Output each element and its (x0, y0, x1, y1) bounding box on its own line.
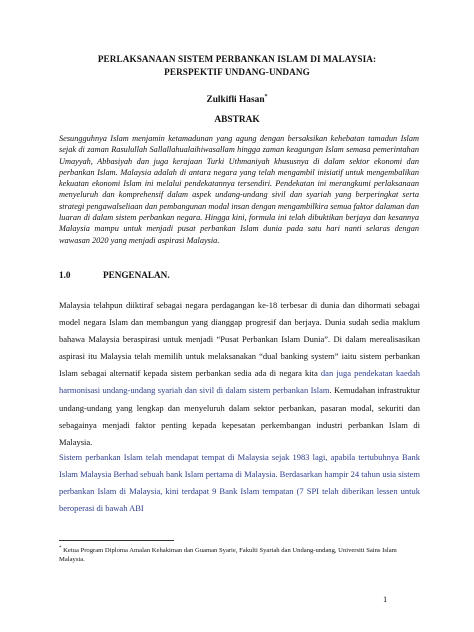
abstract-text: Sesungguhnya Islam menjamin ketamadunan yang agung dengan bersaksikan kehebatan tamadun Islam sejak di zaman Rasulullah Sallallahualaihiwasallam hingga zaman keagungan Islam semasa pemerintahan Umayyah, Abbasiyah dan juga kerajaan Turki Uthmaniyah khususnya di dalam sektor ekonomi dan perbankan Islam. Malaysia adalah di antara negara yang telah mengambil inisiatif untuk mengembalikan kekuatan ekonomi Islam ini melalui pendekatannya tersendiri. Pendekatan ini merangkumi perlaksanaan menyeluruh dan komprehensif dalam aspek undang-undang sivil dan syariah yang berperingkat serta strategi pengawalseliaan dan pembangunan modal insan dengan mengambilkira semua faktor dalaman dan luaran di dalam sistem perbankan negara. Hingga kini, formula ini telah dibuktikan berjaya dan kesannya Malaysia mampu untuk menjadi pusat perbankan Islam dunia pada satu hari nanti selaras dengan wawasan 2020 yang menjadi aspirasi Malaysia. (59, 134, 419, 245)
paragraph-intro-text-a: Malaysia telahpun diiktiraf sebagai negara perdagangan ke-18 terbesar di dunia dan dihormati sebagai model negara Islam dan membangun yang dianggap progresif dan berjaya. Dunia sudah sedia maklum bahawa Malaysia beraspirasi untuk menjadi “Pusat Perbankan Islam Dunia”. Di dalam merealisasikan aspirasi itu Malaysia telah memilih untuk melaksanakan “dual banking system” iaitu sistem perbankan Islam sebagai alternatif kepada sistem perbankan sedia ada di negara kita (59, 300, 420, 379)
page-number: 1 (383, 594, 388, 604)
section-heading (59, 270, 170, 280)
paragraph-intro-text-blue: dan juga pendekatan kaedah harmonisasi undang-undang syariah dan sivil di dalam sistem perbankan Islam (59, 368, 420, 396)
title-line-2: PERSPEKTIF UNDANG-UNDANG (164, 67, 310, 77)
paragraph-intro (59, 297, 420, 451)
section-title: PENGENALAN. (103, 270, 170, 280)
title-line-1: PERLAKSANAAN SISTEM PERBANKAN ISLAM DI MALAYSIA: (97, 54, 377, 64)
section-number: 1.0 (59, 270, 71, 280)
footnote-mark: * (59, 546, 62, 551)
footnote (59, 544, 419, 564)
author-name (0, 94, 474, 105)
paragraph-history: Sistem perbankan Islam telah mendapat tempat di Malaysia sejak 1983 lagi, apabila tertubuhnya Bank Islam Malaysia Berhad sebuah bank Islam pertama di Malaysia. Berdasarkan hampir 24 tahun usia sistem perbankan Islam di Malaysia, kini terdapat 9 Bank Islam tempatan (7 SPI telah diberikan lessen untuk beroperasi di bawah ABI (59, 452, 420, 514)
author-text: Zulkifli Hasan (206, 95, 265, 106)
paragraph-intro-text-b: . Kemudahan infrastruktur undang-undang yang lengkap dan menyeluruh dalam sektor perbankan, pasaran modal, sekuriti dan sebagainya menjadi faktor penting kepada kepesatan perkembangan industri perbankan Islam di Malaysia. (59, 385, 420, 447)
footnote-divider (59, 540, 174, 541)
author-footnote-mark: * (264, 94, 268, 100)
footnote-text: Ketua Program Diploma Amalan Kehakiman dan Guaman Syarie, Fakulti Syariah dan Undang-undang, Universiti Sains Islam Malaysia. (59, 547, 397, 564)
abstract-heading: ABSTRAK (214, 115, 260, 125)
